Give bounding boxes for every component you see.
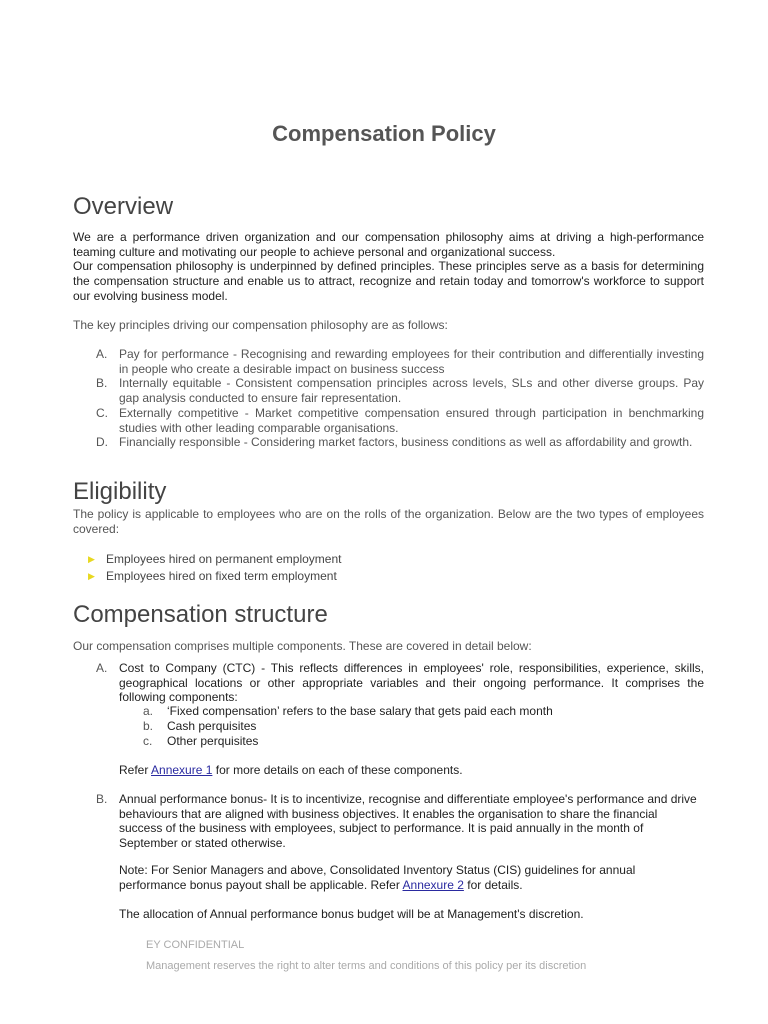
list-text: Externally competitive - Market competitive compensation ensured through participation in benchmarking studies with other leading comparable organisations. (119, 405, 704, 435)
overview-p2: Our compensation philosophy is underpinned by defined principles. These principles serve as a basis for determining the compensation structure and enable us to attract, recognize and retain today and tomorrow's workforce to support our evolving business model. (73, 259, 704, 303)
list-text: Employees hired on fixed term employment (106, 569, 337, 583)
list-marker: a. (143, 704, 154, 718)
eligibility-heading: Eligibility (73, 478, 167, 505)
bonus-note (119, 863, 704, 892)
annexure-1-link[interactable]: Annexure 1 (151, 763, 213, 777)
list-text: Annual performance bonus- It is to incentivize, recognise and differentiate employee's performance and drive behaviours that are aligned with business objectives. It enables the organisation to share the financial success of the business with employees, subject to performance. It is paid annually in the month of September or stated otherwise. (119, 792, 697, 851)
ctc-components (143, 704, 553, 748)
list-marker: b. (143, 718, 154, 733)
annexure-2-link[interactable]: Annexure 2 (402, 877, 464, 892)
list-item (143, 704, 553, 719)
list-item (96, 376, 704, 405)
eligibility-bullets (88, 551, 341, 585)
list-text: Internally equitable - Consistent compensation principles across levels, SLs and other diverse groups. Pay gap analysis conducted to ensure fair representation. (119, 376, 704, 406)
note-text: Note: For Senior Managers and above, Consolidated Inventory Status (CIS) guidelines for annual performance bonus payout shall be applicable. Refer (119, 863, 636, 892)
list-marker: C. (96, 405, 108, 420)
bonus-allocation: The allocation of Annual performance bonus budget will be at Management's discretion. (119, 907, 584, 921)
list-text: Pay for performance - Recognising and rewarding employees for their contribution and differentially investing in people who create a desirable impact on business success (119, 347, 704, 376)
ctc-refer (119, 763, 727, 778)
list-marker: B. (96, 792, 108, 806)
list-item (96, 347, 704, 376)
list-item (88, 568, 341, 585)
bonus-item (96, 792, 704, 851)
list-item (143, 734, 553, 749)
triangle-bullet-icon: ▶ (88, 554, 95, 564)
list-item (96, 435, 704, 450)
list-marker: c. (143, 733, 153, 748)
list-text: Cost to Company (CTC) - This reflects differences in employees' role, responsibilities, experience, skills, geographical locations or other appropriate variables and their ongoing performance. It comprises the following components: (119, 661, 704, 705)
overview-paragraph (73, 230, 704, 304)
structure-heading: Compensation structure (73, 601, 328, 628)
triangle-bullet-icon: ▶ (88, 571, 95, 581)
list-item (96, 406, 704, 435)
refer-text: for more details on each of these components. (212, 763, 463, 777)
overview-heading: Overview (73, 193, 174, 220)
list-text: ‘Fixed compensation’ refers to the base salary that gets paid each month (167, 704, 553, 718)
list-text: Financially responsible - Considering market factors, business conditions as well as affordability and growth. (119, 435, 693, 450)
confidential-label: EY CONFIDENTIAL (146, 939, 245, 951)
eligibility-text: The policy is applicable to employees who are on the rolls of the organization. Below are the two types of employees covered: (73, 507, 704, 536)
list-marker: A. (96, 661, 108, 675)
list-marker: D. (96, 435, 108, 450)
list-text: Cash perquisites (167, 718, 257, 733)
principles-list (96, 347, 704, 450)
list-marker: B. (96, 376, 108, 391)
structure-intro: Our compensation comprises multiple components. These are covered in detail below: (73, 639, 532, 653)
overview-p1: We are a performance driven organization and our compensation philosophy aims at driving a high-performance teaming culture and motivating our people to achieve personal and organizational success. (73, 230, 704, 259)
ctc-item (96, 661, 704, 705)
footer-disclaimer: Management reserves the right to alter terms and conditions of this policy per its discretion (146, 960, 587, 972)
list-item (143, 719, 553, 734)
list-text: Other perquisites (167, 733, 259, 748)
note-text: for details. (463, 877, 523, 892)
refer-text: Refer (119, 763, 152, 777)
page-title: Compensation Policy (272, 121, 496, 146)
list-text: Employees hired on permanent employment (106, 552, 342, 566)
list-item (88, 551, 341, 568)
list-marker: A. (96, 347, 108, 361)
principles-intro: The key principles driving our compensation philosophy are as follows: (73, 318, 448, 332)
